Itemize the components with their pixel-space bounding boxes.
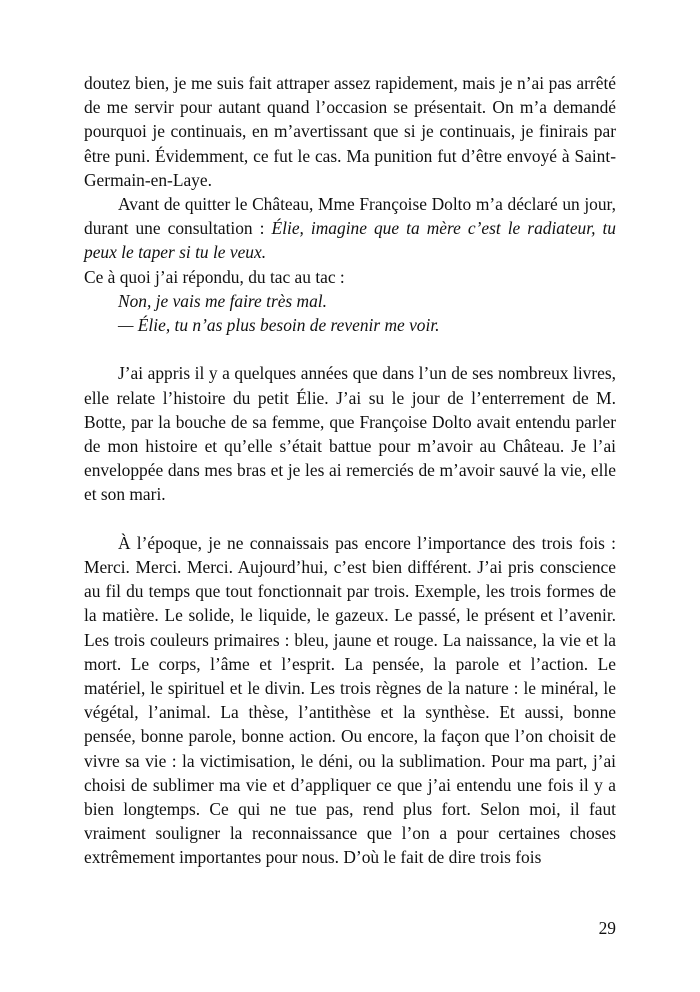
- dialogue-line-1: Non, je vais me faire très mal.: [118, 290, 327, 311]
- section-gap: [84, 337, 616, 361]
- paragraph-1: doutez bien, je me suis fait attraper assez rapidement, mais je n’ai pas arrêté de me servir pour autant quand l’occasion se présentait. On m’a demandé pourquoi je continuais, en m’avertissant que si je continuais, je finirais par être puni. Évidemment, ce fut le cas. Ma punition fut d’être envoyé à Saint-Germain-en-Laye.: [84, 73, 616, 190]
- page-number: 29: [598, 918, 616, 938]
- paragraph-4: J’ai appris il y a quelques années que dans l’un de ses nombreux livres, elle relate l’histoire du petit Élie. J’ai su le jour de l’enterrement de M. Botte, par la bouche de sa femme, que Françoise Dolto avait entendu parler de mon histoire et qu’elle s’était battue pour m’avoir au Château. Je l’ai enveloppée dans mes bras et je les ai remerciés de m’avoir sauvé la vie, elle et son mari.: [84, 363, 616, 505]
- paragraph-5: À l’époque, je ne connaissais pas encore l’importance des trois fois : Merci. Merci. Merci. Aujourd’hui, c’est bien différent. J’ai pris conscience au fil du temps que tout fonctionnait par trois. Exemple, les trois formes de la matière. Le solide, le liquide, le gazeux. Le passé, le présent et l’avenir. Les trois couleurs primaires : bleu, jaune et rouge. La naissance, la vie et la mort. Le corps, l’âme et l’esprit. La pensée, la parole et l’action. Le matériel, le spirituel et le divin. Les trois règnes de la nature : le minéral, le végétal, l’animal. La thèse, l’antithèse et la synthèse. Et aussi, bonne pensée, bonne parole, bonne action. Ou encore, la façon que l’on choisit de vivre sa vie : la victimisation, le déni, ou la sublimation. Pour ma part, j’ai choisi de sublimer ma vie et d’appliquer ce que j’ai entendu une fois il y a bien longtemps. Ce qui ne tue pas, rend plus fort. Selon moi, il faut vraiment souligner la reconnaissance que l’on a pour certaines choses extrêmement importantes pour nous. D’où le fait de dire trois fois: [84, 532, 616, 868]
- page-body: [84, 71, 616, 870]
- dolto-quote: Élie, imagine que ta mère c’est le radiateur, tu peux le taper si tu le veux.: [84, 218, 616, 263]
- paragraph-3: Ce à quoi j’ai répondu, du tac au tac :: [84, 266, 345, 287]
- paragraph-2-text: Avant de quitter le Château, Mme Françoise Dolto m’a déclaré un jour, durant une consultation :: [84, 194, 616, 239]
- dialogue-line-2: — Élie, tu n’as plus besoin de revenir me voir.: [118, 315, 440, 336]
- paragraph-2: [84, 192, 616, 265]
- section-gap: [84, 507, 616, 531]
